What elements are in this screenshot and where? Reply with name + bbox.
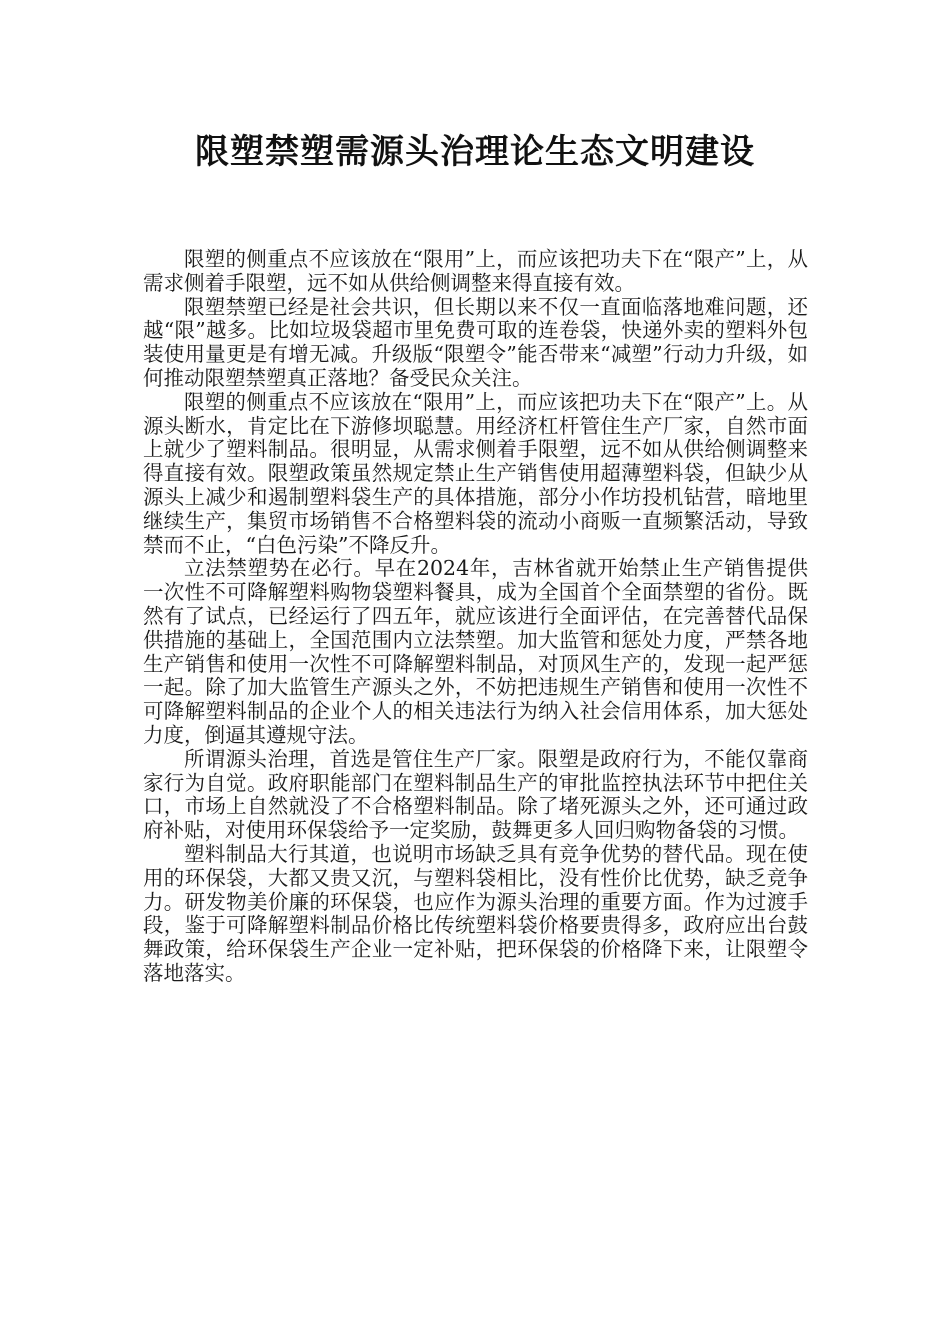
- paragraph-3: 限塑的侧重点不应该放在“限用”上，而应该把功夫下在“限产”上。从源头断水，肯定比在下游修坝聪慧。用经济杠杆管住生产厂家，自然市面上就少了塑料制品。很明显，从需求侧着手限塑，远不如从供给侧调整来得直接有效。限塑政策虽然规定禁止生产销售使用超薄塑料袋，但缺少从源头上减少和遏制塑料袋生产的具体措施，部分小作坊投机钻营，暗地里继续生产，集贸市场销售不合格塑料袋的流动小商贩一直频繁活动，导致禁而不止，“白色污染”不降反升。: [143, 389, 808, 557]
- paragraph-4: 立法禁塑势在必行。早在2024年，吉林省就开始禁止生产销售提供一次性不可降解塑料购物袋塑料餐具，成为全国首个全面禁塑的省份。既然有了试点，已经运行了四五年，就应该进行全面评估，在完善替代品保供措施的基础上，全国范围内立法禁塑。加大监管和惩处力度，严禁各地生产销售和使用一次性不可降解塑料制品，对顶风生产的，发现一起严惩一起。除了加大监管生产源头之外，不妨把违规生产销售和使用一次性不可降解塑料制品的企业个人的相关违法行为纳入社会信用体系，加大惩处力度，倒逼其遵规守法。: [143, 556, 808, 747]
- document-title: 限塑禁塑需源头治理论生态文明建设: [195, 132, 755, 172]
- paragraph-2: 限塑禁塑已经是社会共识，但长期以来不仅一直面临落地难问题，还越“限”越多。比如垃圾袋超市里免费可取的连卷袋，快递外卖的塑料外包装使用量更是有增无减。升级版“限塑令”能否带来“减塑”行动力升级，如何推动限塑禁塑真正落地？备受民众关注。: [143, 294, 808, 390]
- paragraph-5: 所谓源头治理，首选是管住生产厂家。限塑是政府行为，不能仅靠商家行为自觉。政府职能部门在塑料制品生产的审批监控执法环节中把住关口，市场上自然就没了不合格塑料制品。除了堵死源头之外，还可通过政府补贴，对使用环保袋给予一定奖励，鼓舞更多人回归购物备袋的习惯。: [143, 746, 808, 843]
- paragraph-6: 塑料制品大行其道，也说明市场缺乏具有竞争优势的替代品。现在使用的环保袋，大都又贵又沉，与塑料袋相比，没有性价比优势，缺乏竞争力。研发物美价廉的环保袋，也应作为源头治理的重要方面。作为过渡手段，鉴于可降解塑料制品价格比传统塑料袋价格要贵得多，政府应出台鼓舞政策，给环保袋生产企业一定补贴，把环保袋的价格降下来，让限塑令落地落实。: [143, 841, 808, 985]
- document-body: [143, 248, 808, 986]
- paragraph-1: 限塑的侧重点不应该放在“限用”上，而应该把功夫下在“限产”上，从需求侧着手限塑，远不如从供给侧调整来得直接有效。: [143, 247, 808, 295]
